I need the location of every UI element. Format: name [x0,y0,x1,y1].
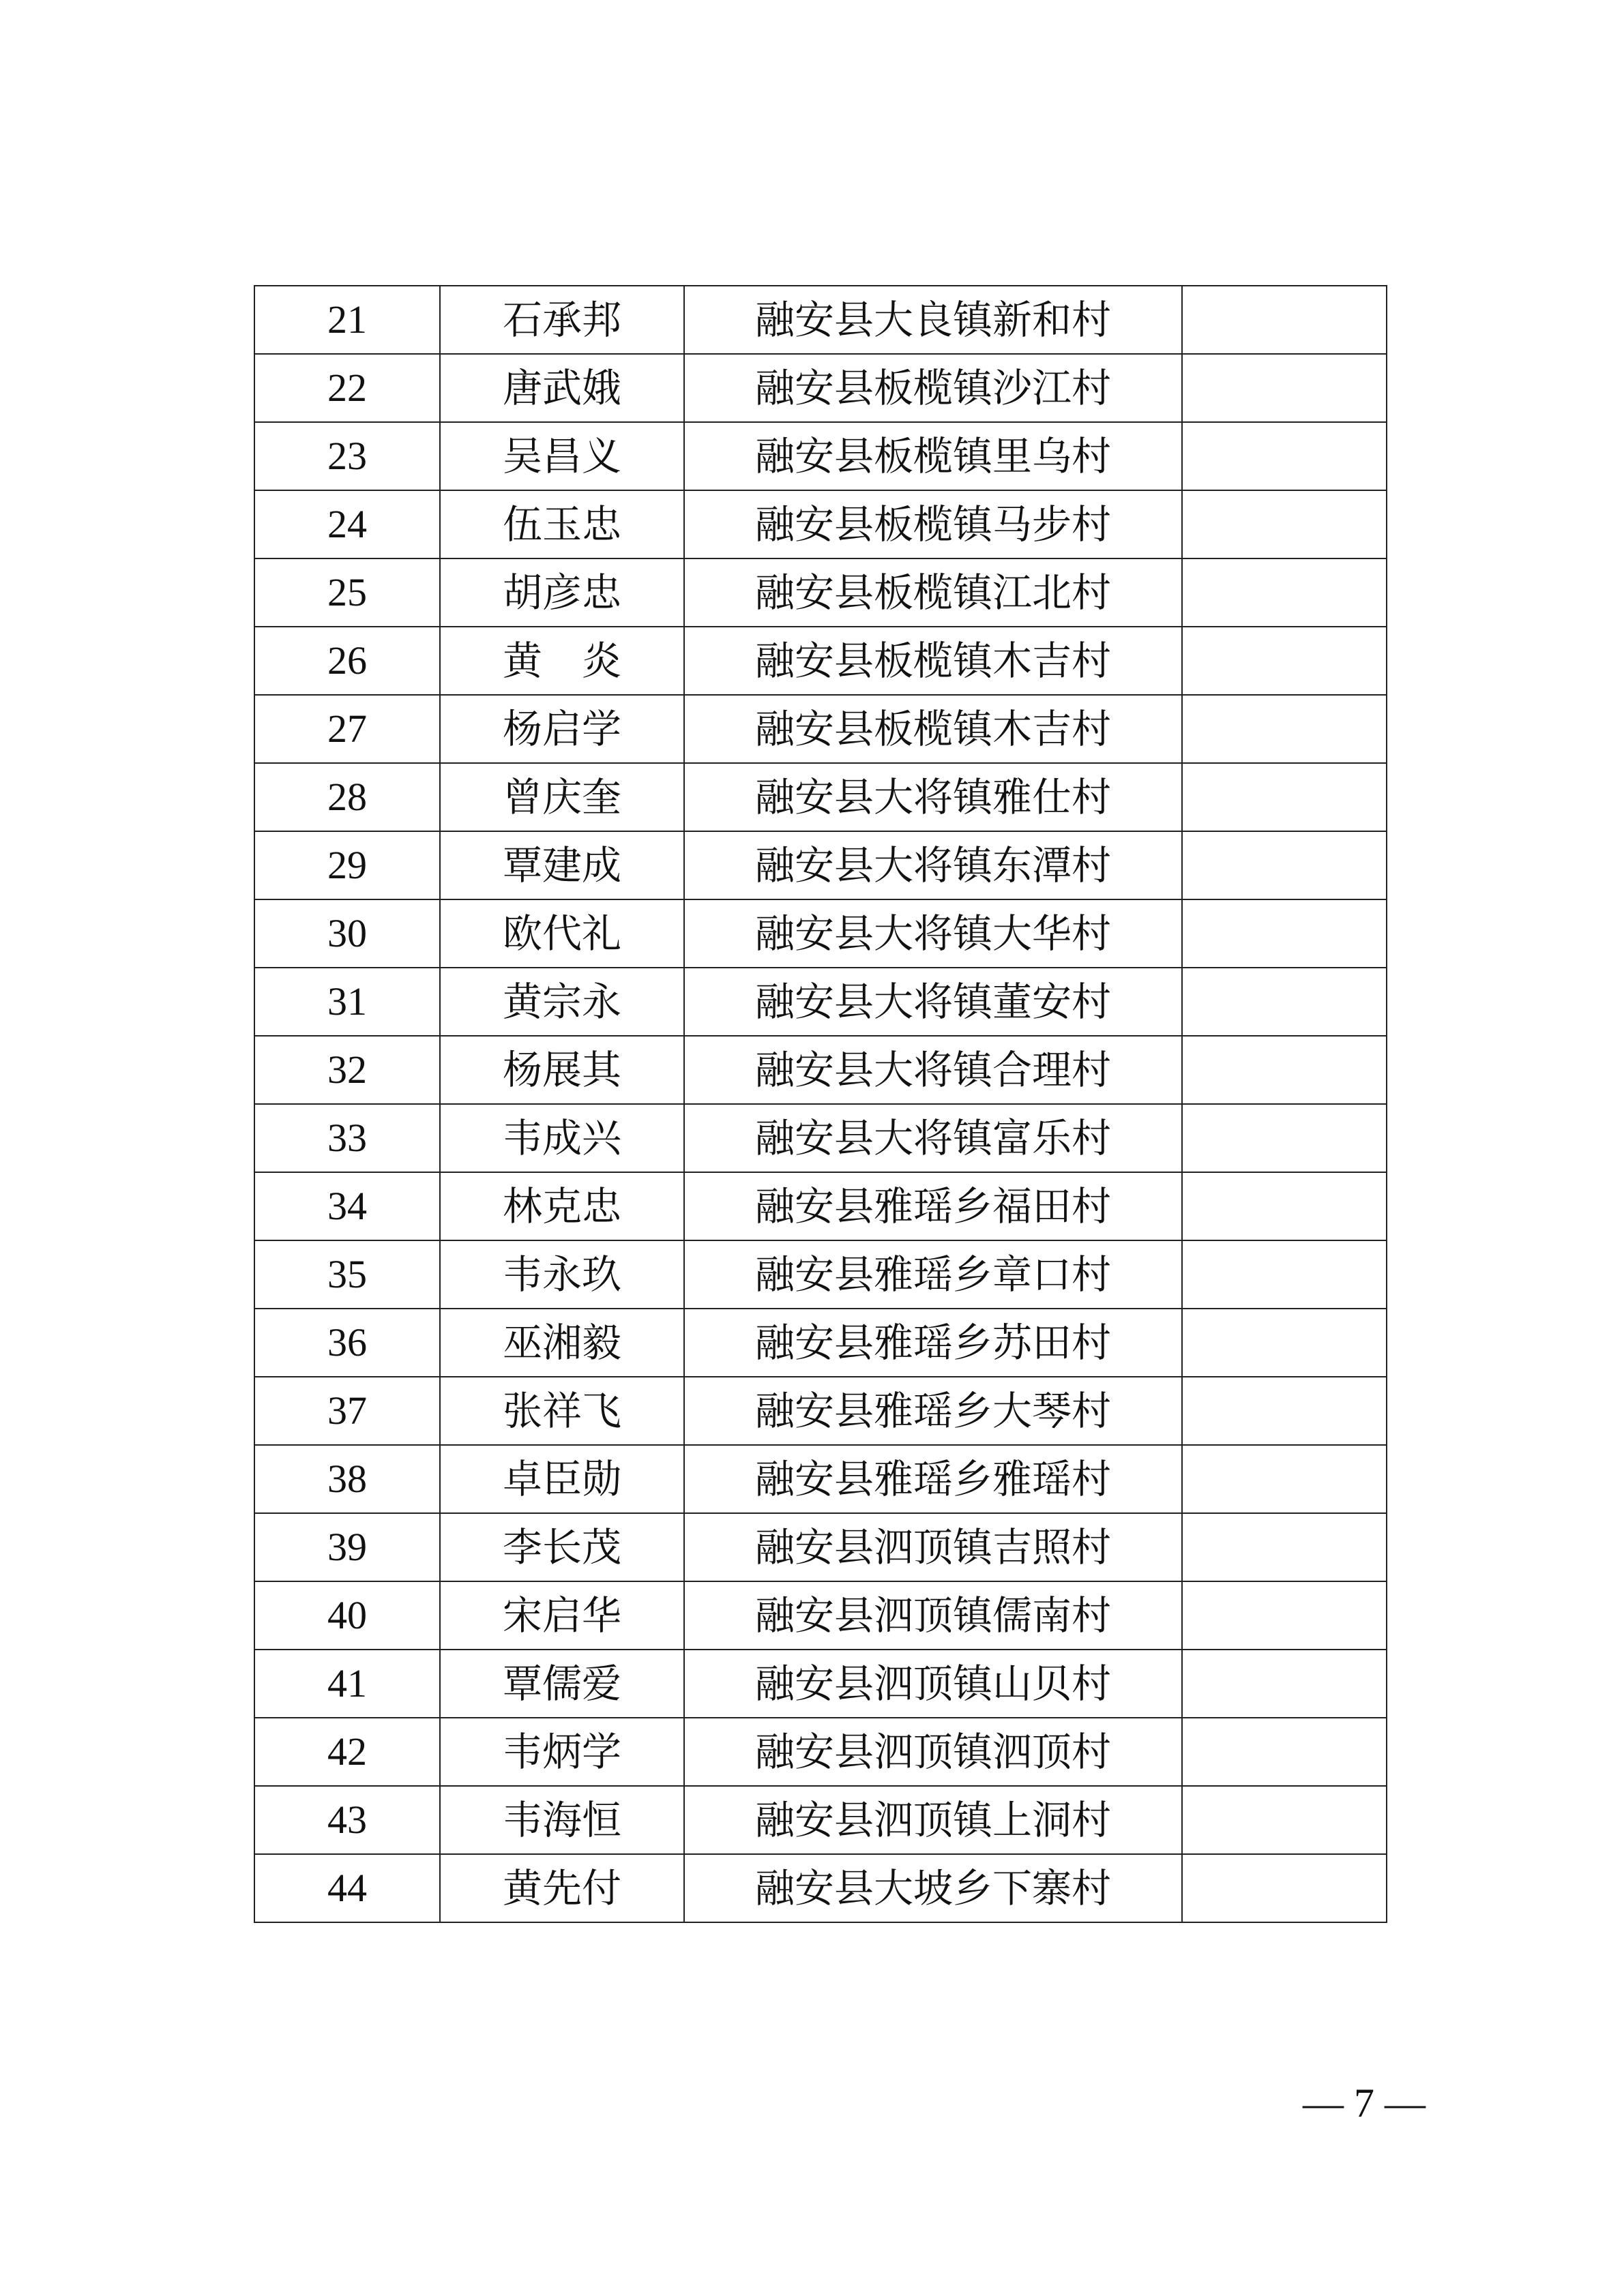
address-cell: 融安县雅瑶乡雅瑶村 [684,1445,1182,1513]
table-row [254,354,1387,422]
name-cell: 黄宗永 [440,968,684,1036]
name-cell: 张祥飞 [440,1377,684,1445]
name-cell: 欧代礼 [440,899,684,968]
address-cell: 融安县板榄镇木吉村 [684,627,1182,695]
table-row [254,1718,1387,1786]
name-cell: 林克忠 [440,1172,684,1240]
table-row [254,1513,1387,1581]
table-row [254,1104,1387,1172]
row-number-cell: 42 [254,1718,440,1786]
address-cell: 融安县雅瑶乡福田村 [684,1172,1182,1240]
row-number-cell: 41 [254,1650,440,1718]
name-cell: 吴昌义 [440,422,684,490]
note-cell [1182,1377,1387,1445]
table-row [254,490,1387,558]
address-cell: 融安县雅瑶乡苏田村 [684,1309,1182,1377]
address-cell: 融安县雅瑶乡大琴村 [684,1377,1182,1445]
table-row [254,286,1387,354]
name-cell: 伍玉忠 [440,490,684,558]
name-cell: 黄 炎 [440,627,684,695]
note-cell [1182,695,1387,763]
address-cell: 融安县板榄镇木吉村 [684,695,1182,763]
note-cell [1182,1445,1387,1513]
table-row [254,1036,1387,1104]
note-cell [1182,1650,1387,1718]
address-cell: 融安县大将镇雅仕村 [684,763,1182,831]
address-cell: 融安县泗顶镇儒南村 [684,1581,1182,1650]
row-number-cell: 39 [254,1513,440,1581]
note-cell [1182,968,1387,1036]
address-cell: 融安县板榄镇江北村 [684,558,1182,627]
name-cell: 巫湘毅 [440,1309,684,1377]
row-number-cell: 34 [254,1172,440,1240]
note-cell [1182,354,1387,422]
name-cell: 韦海恒 [440,1786,684,1854]
page-number: — 7 — [1303,2081,1426,2126]
address-cell: 融安县板榄镇里乌村 [684,422,1182,490]
note-cell [1182,1786,1387,1854]
roster-table-body [254,286,1387,1922]
name-cell: 黄先付 [440,1854,684,1922]
note-cell [1182,1036,1387,1104]
row-number-cell: 35 [254,1240,440,1309]
row-number-cell: 24 [254,490,440,558]
address-cell: 融安县泗顶镇泗顶村 [684,1718,1182,1786]
row-number-cell: 44 [254,1854,440,1922]
row-number-cell: 38 [254,1445,440,1513]
table-row [254,1240,1387,1309]
note-cell [1182,558,1387,627]
row-number-cell: 25 [254,558,440,627]
name-cell: 石承邦 [440,286,684,354]
table-row [254,1854,1387,1922]
name-cell: 覃建成 [440,831,684,899]
table-row [254,422,1387,490]
note-cell [1182,1172,1387,1240]
table-row [254,695,1387,763]
name-cell: 韦炳学 [440,1718,684,1786]
address-cell: 融安县雅瑶乡章口村 [684,1240,1182,1309]
note-cell [1182,1240,1387,1309]
row-number-cell: 40 [254,1581,440,1650]
row-number-cell: 43 [254,1786,440,1854]
name-cell: 卓臣勋 [440,1445,684,1513]
row-number-cell: 27 [254,695,440,763]
address-cell: 融安县大坡乡下寨村 [684,1854,1182,1922]
address-cell: 融安县大将镇东潭村 [684,831,1182,899]
table-row [254,968,1387,1036]
table-row [254,899,1387,968]
note-cell [1182,627,1387,695]
row-number-cell: 26 [254,627,440,695]
row-number-cell: 29 [254,831,440,899]
name-cell: 胡彦忠 [440,558,684,627]
address-cell: 融安县板榄镇马步村 [684,490,1182,558]
table-row [254,1786,1387,1854]
address-cell: 融安县泗顶镇上洞村 [684,1786,1182,1854]
name-cell: 韦永玖 [440,1240,684,1309]
row-number-cell: 37 [254,1377,440,1445]
note-cell [1182,763,1387,831]
table-row [254,1377,1387,1445]
row-number-cell: 30 [254,899,440,968]
note-cell [1182,422,1387,490]
name-cell: 杨启学 [440,695,684,763]
address-cell: 融安县大将镇董安村 [684,968,1182,1036]
address-cell: 融安县泗顶镇吉照村 [684,1513,1182,1581]
name-cell: 覃儒爱 [440,1650,684,1718]
name-cell: 曾庆奎 [440,763,684,831]
row-number-cell: 23 [254,422,440,490]
roster-table [254,285,1387,1923]
table-row [254,831,1387,899]
table-row [254,1581,1387,1650]
row-number-cell: 21 [254,286,440,354]
name-cell: 杨展其 [440,1036,684,1104]
note-cell [1182,1104,1387,1172]
note-cell [1182,1718,1387,1786]
table-row [254,627,1387,695]
row-number-cell: 31 [254,968,440,1036]
row-number-cell: 22 [254,354,440,422]
note-cell [1182,286,1387,354]
note-cell [1182,1854,1387,1922]
note-cell [1182,1581,1387,1650]
table-row [254,1309,1387,1377]
row-number-cell: 28 [254,763,440,831]
row-number-cell: 32 [254,1036,440,1104]
note-cell [1182,899,1387,968]
table-row [254,763,1387,831]
row-number-cell: 33 [254,1104,440,1172]
name-cell: 李长茂 [440,1513,684,1581]
table-row [254,1650,1387,1718]
address-cell: 融安县大良镇新和村 [684,286,1182,354]
note-cell [1182,831,1387,899]
address-cell: 融安县板榄镇沙江村 [684,354,1182,422]
note-cell [1182,1309,1387,1377]
address-cell: 融安县泗顶镇山贝村 [684,1650,1182,1718]
address-cell: 融安县大将镇大华村 [684,899,1182,968]
note-cell [1182,1513,1387,1581]
name-cell: 宋启华 [440,1581,684,1650]
note-cell [1182,490,1387,558]
table-row [254,1172,1387,1240]
row-number-cell: 36 [254,1309,440,1377]
name-cell: 韦成兴 [440,1104,684,1172]
table-row [254,1445,1387,1513]
name-cell: 唐武娥 [440,354,684,422]
address-cell: 融安县大将镇合理村 [684,1036,1182,1104]
table-row [254,558,1387,627]
address-cell: 融安县大将镇富乐村 [684,1104,1182,1172]
